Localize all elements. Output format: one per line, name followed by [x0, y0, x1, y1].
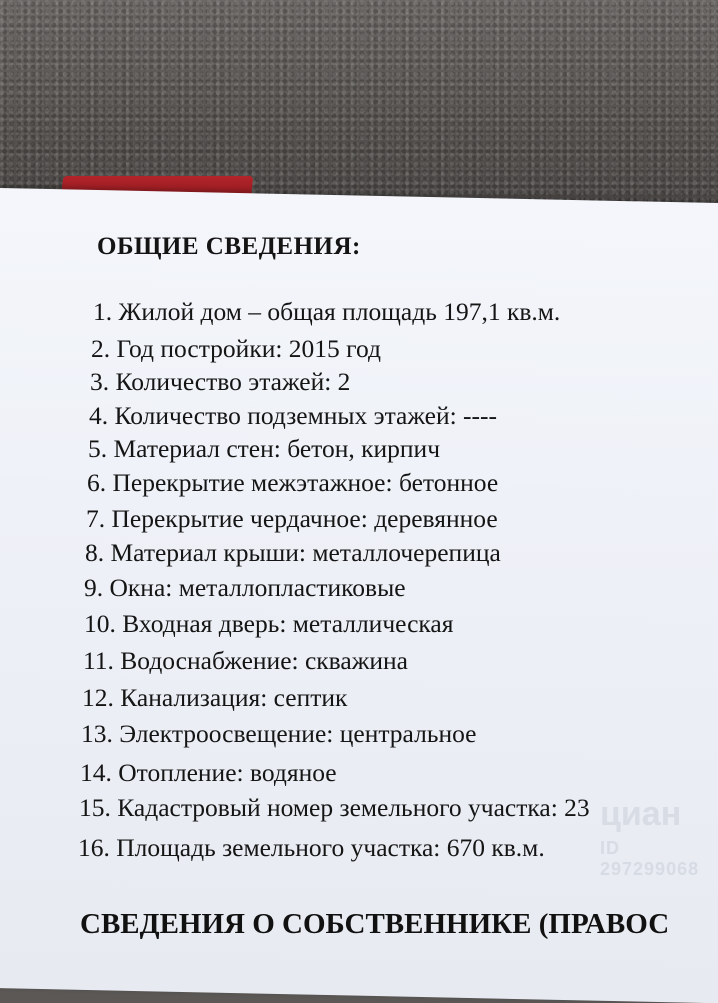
- list-item: 1. Жилой дом – общая площадь 197,1 кв.м.: [93, 297, 561, 326]
- list-item: 8. Материал крыши: металлочерепица: [85, 538, 501, 567]
- watermark: [560, 780, 718, 890]
- list-item: 4. Количество подземных этажей: ----: [89, 401, 498, 430]
- watermark-logo: циан: [600, 795, 682, 833]
- section-heading-owner-info: СВЕДЕНИЯ О СОБСТВЕННИКЕ (ПРАВОС: [80, 908, 670, 940]
- list-item: 10. Входная дверь: металлическая: [84, 609, 454, 638]
- list-item: 7. Перекрытие чердачное: деревянное: [86, 504, 498, 533]
- list-item: 2. Год постройки: 2015 год: [91, 334, 382, 363]
- list-item: 16. Площадь земельного участка: 670 кв.м.: [78, 833, 545, 862]
- list-item: 14. Отопление: водяное: [80, 758, 337, 787]
- list-item: 12. Канализация: септик: [82, 683, 348, 712]
- list-item: 9. Окна: металлопластиковые: [84, 573, 406, 602]
- watermark-id: ID 297299068: [600, 838, 700, 879]
- list-item: 6. Перекрытие межэтажное: бетонное: [87, 468, 499, 497]
- list-item: 11. Водоснабжение: скважина: [83, 646, 408, 675]
- section-heading-general-info: ОБЩИЕ СВЕДЕНИЯ:: [97, 233, 361, 260]
- list-item: 5. Материал стен: бетон, кирпич: [88, 434, 441, 463]
- list-item: 15. Кадастровый номер земельного участка: 23: [79, 793, 590, 822]
- list-item: 3. Количество этажей: 2: [90, 367, 351, 396]
- list-item: 13. Электроосвещение: центральное: [81, 719, 477, 748]
